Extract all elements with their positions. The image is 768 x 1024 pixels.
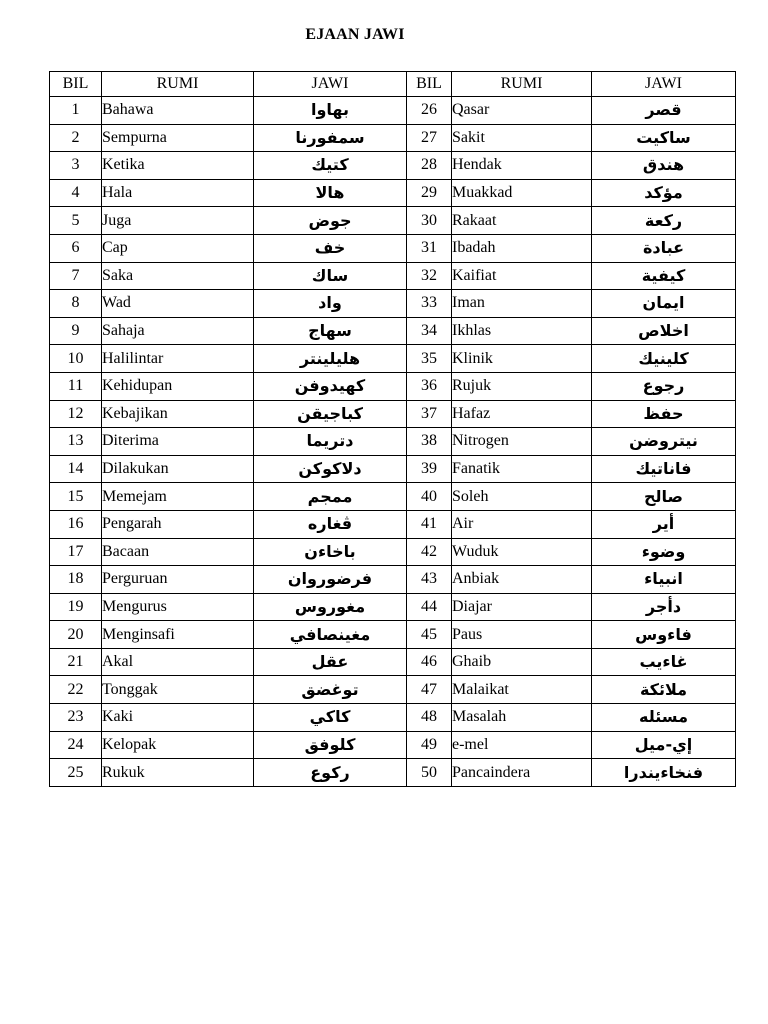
cell-bil-right: 47 bbox=[407, 676, 452, 704]
cell-bil-right: 33 bbox=[407, 290, 452, 318]
cell-rumi-right: Muakkad bbox=[452, 179, 592, 207]
cell-rumi-right: Rakaat bbox=[452, 207, 592, 235]
cell-bil-left: 20 bbox=[50, 621, 102, 649]
cell-rumi-right: Ibadah bbox=[452, 234, 592, 262]
cell-bil-right: 37 bbox=[407, 400, 452, 428]
cell-bil-left: 2 bbox=[50, 124, 102, 152]
cell-bil-right: 32 bbox=[407, 262, 452, 290]
cell-bil-left: 16 bbox=[50, 510, 102, 538]
cell-rumi-right: Kaifiat bbox=[452, 262, 592, 290]
cell-bil-right: 45 bbox=[407, 621, 452, 649]
cell-jawi-left: هالا bbox=[254, 179, 407, 207]
table-row bbox=[50, 124, 736, 152]
cell-jawi-left: عقل bbox=[254, 648, 407, 676]
table-row bbox=[50, 510, 736, 538]
cell-jawi-left: جوض bbox=[254, 207, 407, 235]
table-row bbox=[50, 621, 736, 649]
cell-jawi-right: نيتروضن bbox=[592, 428, 736, 456]
table-row bbox=[50, 731, 736, 759]
cell-jawi-right: كيفية bbox=[592, 262, 736, 290]
cell-jawi-left: كهيدوفن bbox=[254, 372, 407, 400]
cell-rumi-left: Rukuk bbox=[102, 759, 254, 787]
table-row bbox=[50, 566, 736, 594]
table-row bbox=[50, 455, 736, 483]
cell-rumi-left: Juga bbox=[102, 207, 254, 235]
cell-jawi-left: كباجيقن bbox=[254, 400, 407, 428]
cell-rumi-right: Rujuk bbox=[452, 372, 592, 400]
cell-jawi-left: باخاءن bbox=[254, 538, 407, 566]
cell-rumi-left: Dilakukan bbox=[102, 455, 254, 483]
table-row bbox=[50, 97, 736, 125]
cell-jawi-right: فاناتيك bbox=[592, 455, 736, 483]
cell-jawi-left: مغوروس bbox=[254, 593, 407, 621]
cell-rumi-right: Fanatik bbox=[452, 455, 592, 483]
cell-jawi-right: وضوء bbox=[592, 538, 736, 566]
cell-jawi-left: ممجم bbox=[254, 483, 407, 511]
cell-rumi-left: Diterima bbox=[102, 428, 254, 456]
cell-bil-left: 6 bbox=[50, 234, 102, 262]
cell-jawi-left: دلاكوكن bbox=[254, 455, 407, 483]
header-jawi-right: JAWI bbox=[592, 72, 736, 97]
cell-bil-right: 40 bbox=[407, 483, 452, 511]
cell-jawi-right: كلينيك bbox=[592, 345, 736, 373]
cell-jawi-right: إي-ميل bbox=[592, 731, 736, 759]
cell-rumi-left: Cap bbox=[102, 234, 254, 262]
cell-jawi-right: صالح bbox=[592, 483, 736, 511]
cell-rumi-left: Tonggak bbox=[102, 676, 254, 704]
cell-rumi-left: Bacaan bbox=[102, 538, 254, 566]
header-jawi-left: JAWI bbox=[254, 72, 407, 97]
cell-jawi-right: ساكيت bbox=[592, 124, 736, 152]
table-header-row bbox=[50, 72, 736, 97]
cell-jawi-right: انبياء bbox=[592, 566, 736, 594]
cell-rumi-left: Ketika bbox=[102, 152, 254, 180]
cell-bil-left: 25 bbox=[50, 759, 102, 787]
cell-bil-right: 31 bbox=[407, 234, 452, 262]
cell-jawi-left: واد bbox=[254, 290, 407, 318]
cell-bil-right: 29 bbox=[407, 179, 452, 207]
cell-jawi-right: رجوع bbox=[592, 372, 736, 400]
cell-rumi-right: Nitrogen bbox=[452, 428, 592, 456]
cell-bil-left: 14 bbox=[50, 455, 102, 483]
document-title: EJAAN JAWI bbox=[305, 26, 405, 43]
cell-rumi-right: Hafaz bbox=[452, 400, 592, 428]
cell-bil-left: 23 bbox=[50, 704, 102, 732]
cell-rumi-right: Pancaindera bbox=[452, 759, 592, 787]
cell-rumi-right: Hendak bbox=[452, 152, 592, 180]
cell-bil-right: 43 bbox=[407, 566, 452, 594]
table-row bbox=[50, 262, 736, 290]
cell-jawi-right: عبادة bbox=[592, 234, 736, 262]
cell-rumi-left: Kehidupan bbox=[102, 372, 254, 400]
cell-bil-right: 49 bbox=[407, 731, 452, 759]
cell-jawi-left: بهاوا bbox=[254, 97, 407, 125]
cell-jawi-right: ركعة bbox=[592, 207, 736, 235]
header-bil-right: BIL bbox=[407, 72, 452, 97]
cell-bil-right: 36 bbox=[407, 372, 452, 400]
cell-bil-left: 24 bbox=[50, 731, 102, 759]
cell-jawi-left: كلوفق bbox=[254, 731, 407, 759]
cell-jawi-right: حفظ bbox=[592, 400, 736, 428]
header-rumi-left: RUMI bbox=[102, 72, 254, 97]
cell-rumi-right: Paus bbox=[452, 621, 592, 649]
table-body bbox=[50, 97, 736, 787]
cell-jawi-right: ايمان bbox=[592, 290, 736, 318]
cell-bil-right: 28 bbox=[407, 152, 452, 180]
table-row bbox=[50, 290, 736, 318]
cell-bil-left: 13 bbox=[50, 428, 102, 456]
cell-bil-right: 41 bbox=[407, 510, 452, 538]
cell-jawi-left: كتيك bbox=[254, 152, 407, 180]
cell-bil-left: 7 bbox=[50, 262, 102, 290]
table-row bbox=[50, 704, 736, 732]
cell-bil-right: 35 bbox=[407, 345, 452, 373]
cell-jawi-right: أير bbox=[592, 510, 736, 538]
cell-rumi-left: Sahaja bbox=[102, 317, 254, 345]
cell-jawi-right: هندق bbox=[592, 152, 736, 180]
cell-bil-left: 9 bbox=[50, 317, 102, 345]
cell-rumi-left: Kelopak bbox=[102, 731, 254, 759]
cell-bil-left: 21 bbox=[50, 648, 102, 676]
table-row bbox=[50, 372, 736, 400]
cell-rumi-right: Qasar bbox=[452, 97, 592, 125]
cell-jawi-right: اخلاص bbox=[592, 317, 736, 345]
cell-rumi-right: Iman bbox=[452, 290, 592, 318]
cell-jawi-right: قصر bbox=[592, 97, 736, 125]
cell-jawi-left: سمفورنا bbox=[254, 124, 407, 152]
cell-jawi-left: مغينصافي bbox=[254, 621, 407, 649]
table-row bbox=[50, 317, 736, 345]
cell-jawi-left: كاكي bbox=[254, 704, 407, 732]
cell-rumi-left: Halilintar bbox=[102, 345, 254, 373]
cell-bil-right: 48 bbox=[407, 704, 452, 732]
cell-bil-right: 26 bbox=[407, 97, 452, 125]
cell-jawi-left: توغضق bbox=[254, 676, 407, 704]
cell-bil-right: 38 bbox=[407, 428, 452, 456]
cell-rumi-right: Anbiak bbox=[452, 566, 592, 594]
cell-bil-left: 1 bbox=[50, 97, 102, 125]
cell-bil-left: 19 bbox=[50, 593, 102, 621]
table-row bbox=[50, 152, 736, 180]
cell-bil-left: 8 bbox=[50, 290, 102, 318]
cell-jawi-left: ڤغاره bbox=[254, 510, 407, 538]
cell-bil-left: 18 bbox=[50, 566, 102, 594]
cell-bil-right: 34 bbox=[407, 317, 452, 345]
cell-bil-left: 12 bbox=[50, 400, 102, 428]
cell-bil-right: 46 bbox=[407, 648, 452, 676]
cell-rumi-left: Akal bbox=[102, 648, 254, 676]
table-row bbox=[50, 483, 736, 511]
cell-rumi-left: Kaki bbox=[102, 704, 254, 732]
cell-jawi-left: ساك bbox=[254, 262, 407, 290]
cell-jawi-right: فاءوس bbox=[592, 621, 736, 649]
cell-jawi-left: ركوع bbox=[254, 759, 407, 787]
cell-jawi-right: فنخاءيندرا bbox=[592, 759, 736, 787]
cell-bil-right: 50 bbox=[407, 759, 452, 787]
cell-jawi-right: ملائكة bbox=[592, 676, 736, 704]
cell-bil-right: 42 bbox=[407, 538, 452, 566]
cell-jawi-left: خف bbox=[254, 234, 407, 262]
cell-rumi-left: Bahawa bbox=[102, 97, 254, 125]
header-rumi-right: RUMI bbox=[452, 72, 592, 97]
cell-rumi-right: Malaikat bbox=[452, 676, 592, 704]
cell-rumi-left: Saka bbox=[102, 262, 254, 290]
table-row bbox=[50, 207, 736, 235]
table-row bbox=[50, 676, 736, 704]
cell-rumi-left: Hala bbox=[102, 179, 254, 207]
cell-rumi-left: Memejam bbox=[102, 483, 254, 511]
cell-rumi-left: Perguruan bbox=[102, 566, 254, 594]
jawi-spelling-table bbox=[49, 71, 736, 787]
cell-rumi-right: Masalah bbox=[452, 704, 592, 732]
table-row bbox=[50, 538, 736, 566]
cell-bil-left: 3 bbox=[50, 152, 102, 180]
cell-rumi-left: Sempurna bbox=[102, 124, 254, 152]
table-row bbox=[50, 345, 736, 373]
cell-bil-left: 11 bbox=[50, 372, 102, 400]
cell-rumi-right: Air bbox=[452, 510, 592, 538]
cell-bil-right: 27 bbox=[407, 124, 452, 152]
cell-rumi-right: Klinik bbox=[452, 345, 592, 373]
cell-jawi-left: دتريما bbox=[254, 428, 407, 456]
cell-rumi-left: Mengurus bbox=[102, 593, 254, 621]
cell-rumi-left: Menginsafi bbox=[102, 621, 254, 649]
cell-rumi-right: Diajar bbox=[452, 593, 592, 621]
table-row bbox=[50, 428, 736, 456]
cell-jawi-left: سهاج bbox=[254, 317, 407, 345]
cell-rumi-left: Wad bbox=[102, 290, 254, 318]
cell-jawi-right: مسئله bbox=[592, 704, 736, 732]
table-row bbox=[50, 234, 736, 262]
cell-rumi-right: e-mel bbox=[452, 731, 592, 759]
cell-bil-left: 15 bbox=[50, 483, 102, 511]
cell-bil-left: 17 bbox=[50, 538, 102, 566]
cell-bil-left: 22 bbox=[50, 676, 102, 704]
cell-rumi-right: Ikhlas bbox=[452, 317, 592, 345]
cell-jawi-right: مؤكد bbox=[592, 179, 736, 207]
cell-bil-right: 39 bbox=[407, 455, 452, 483]
table-row bbox=[50, 400, 736, 428]
cell-rumi-left: Pengarah bbox=[102, 510, 254, 538]
cell-rumi-right: Sakit bbox=[452, 124, 592, 152]
header-bil-left: BIL bbox=[50, 72, 102, 97]
table-row bbox=[50, 759, 736, 787]
cell-rumi-left: Kebajikan bbox=[102, 400, 254, 428]
cell-bil-left: 5 bbox=[50, 207, 102, 235]
cell-bil-left: 4 bbox=[50, 179, 102, 207]
cell-jawi-left: هليلينتر bbox=[254, 345, 407, 373]
cell-bil-left: 10 bbox=[50, 345, 102, 373]
cell-jawi-right: غاءيب bbox=[592, 648, 736, 676]
table-row bbox=[50, 593, 736, 621]
table-row bbox=[50, 179, 736, 207]
cell-bil-right: 30 bbox=[407, 207, 452, 235]
cell-rumi-right: Ghaib bbox=[452, 648, 592, 676]
table-row bbox=[50, 648, 736, 676]
cell-rumi-right: Wuduk bbox=[452, 538, 592, 566]
cell-jawi-left: فرضوروان bbox=[254, 566, 407, 594]
cell-bil-right: 44 bbox=[407, 593, 452, 621]
cell-jawi-right: دأجر bbox=[592, 593, 736, 621]
cell-rumi-right: Soleh bbox=[452, 483, 592, 511]
